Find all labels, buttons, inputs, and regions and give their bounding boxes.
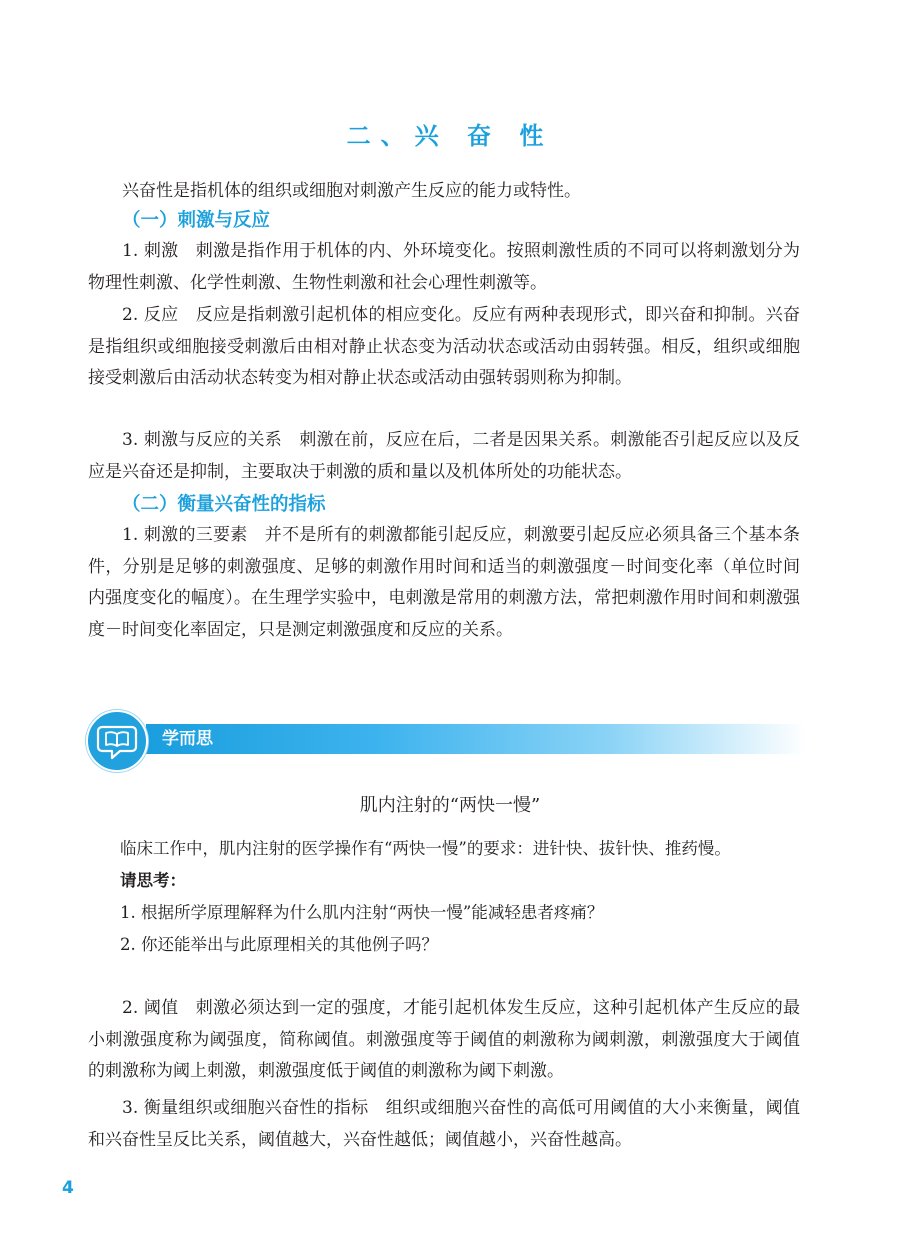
think-box-text: 临床工作中，肌内注射的医学操作有“两快一慢”的要求：进针快、拔针快、推药慢。 <box>120 839 731 858</box>
paragraph-relation: 3. 刺激与反应的关系 刺激在前，反应在后，二者是因果关系。刺激能否引起反应以及反应是兴奋还是抑制，主要取决于刺激的质和量以及机体所处的功能状态。 <box>88 430 800 482</box>
subheading-excitability-index: （二）衡量兴奋性的指标 <box>122 494 326 515</box>
book-chat-icon <box>88 712 146 770</box>
think-box-circle <box>86 710 148 772</box>
paragraph-threshold: 2. 阈值 刺激必须达到一定的强度，才能引起机体发生反应，这种引起机体产生反应的最小刺激强度称为阈强度，简称阈值。刺激强度等于阈值的刺激称为阈刺激，刺激强度大于阈值的刺激称为阈上刺激，刺激强度低于阈值的刺激称为阈下刺激。 <box>88 998 800 1081</box>
subheading-stimulus-response: （一）刺激与反应 <box>122 210 271 231</box>
paragraph-measure-index: 3. 衡量组织或细胞兴奋性的指标 组织或细胞兴奋性的高低可用阈值的大小来衡量，阈值和兴奋性呈反比关系，阈值越大，兴奋性越低；阈值越小，兴奋性越高。 <box>88 1098 800 1150</box>
think-box-prompt: 请思考： <box>120 871 186 890</box>
think-box-label: 学而思 <box>162 729 213 749</box>
think-box-title: 肌内注射的“两快一慢” <box>359 795 541 816</box>
intro-paragraph: 兴奋性是指机体的组织或细胞对刺激产生反应的能力或特性。 <box>122 181 581 201</box>
paragraph-stimulus: 1. 刺激 刺激是指作用于机体的内、外环境变化。按照刺激性质的不同可以将刺激划分为物理性刺激、化学性刺激、生物性刺激和社会心理性刺激等。 <box>88 241 800 293</box>
page-number: 4 <box>62 1178 74 1198</box>
think-box-question-1: 1. 根据所学原理解释为什么肌内注射“两快一慢”能减轻患者疼痛？ <box>120 903 604 922</box>
think-box-question-2: 2. 你还能举出与此原理相关的其他例子吗？ <box>120 935 438 954</box>
think-box-banner <box>146 724 806 754</box>
paragraph-three-elements: 1. 刺激的三要素 并不是所有的刺激都能引起反应，刺激要引起反应必须具备三个基本条件，分别是足够的刺激强度、足够的刺激作用时间和适当的刺激强度－时间变化率（单位时间内强度变化的幅度）。在生理学实验中，电刺激是常用的刺激方法，常把刺激作用时间和刺激强度－时间变化率固定，只是测定刺激强度和反应的关系。 <box>88 525 800 640</box>
section-title: 二、兴 奋 性 <box>346 122 554 150</box>
paragraph-response: 2. 反应 反应是指刺激引起机体的相应变化。反应有两种表现形式，即兴奋和抑制。兴奋是指组织或细胞接受刺激后由相对静止状态变为活动状态或活动由弱转强。相反，组织或细胞接受刺激后由活动状态转变为相对静止状态或活动由强转弱则称为抑制。 <box>88 305 800 388</box>
